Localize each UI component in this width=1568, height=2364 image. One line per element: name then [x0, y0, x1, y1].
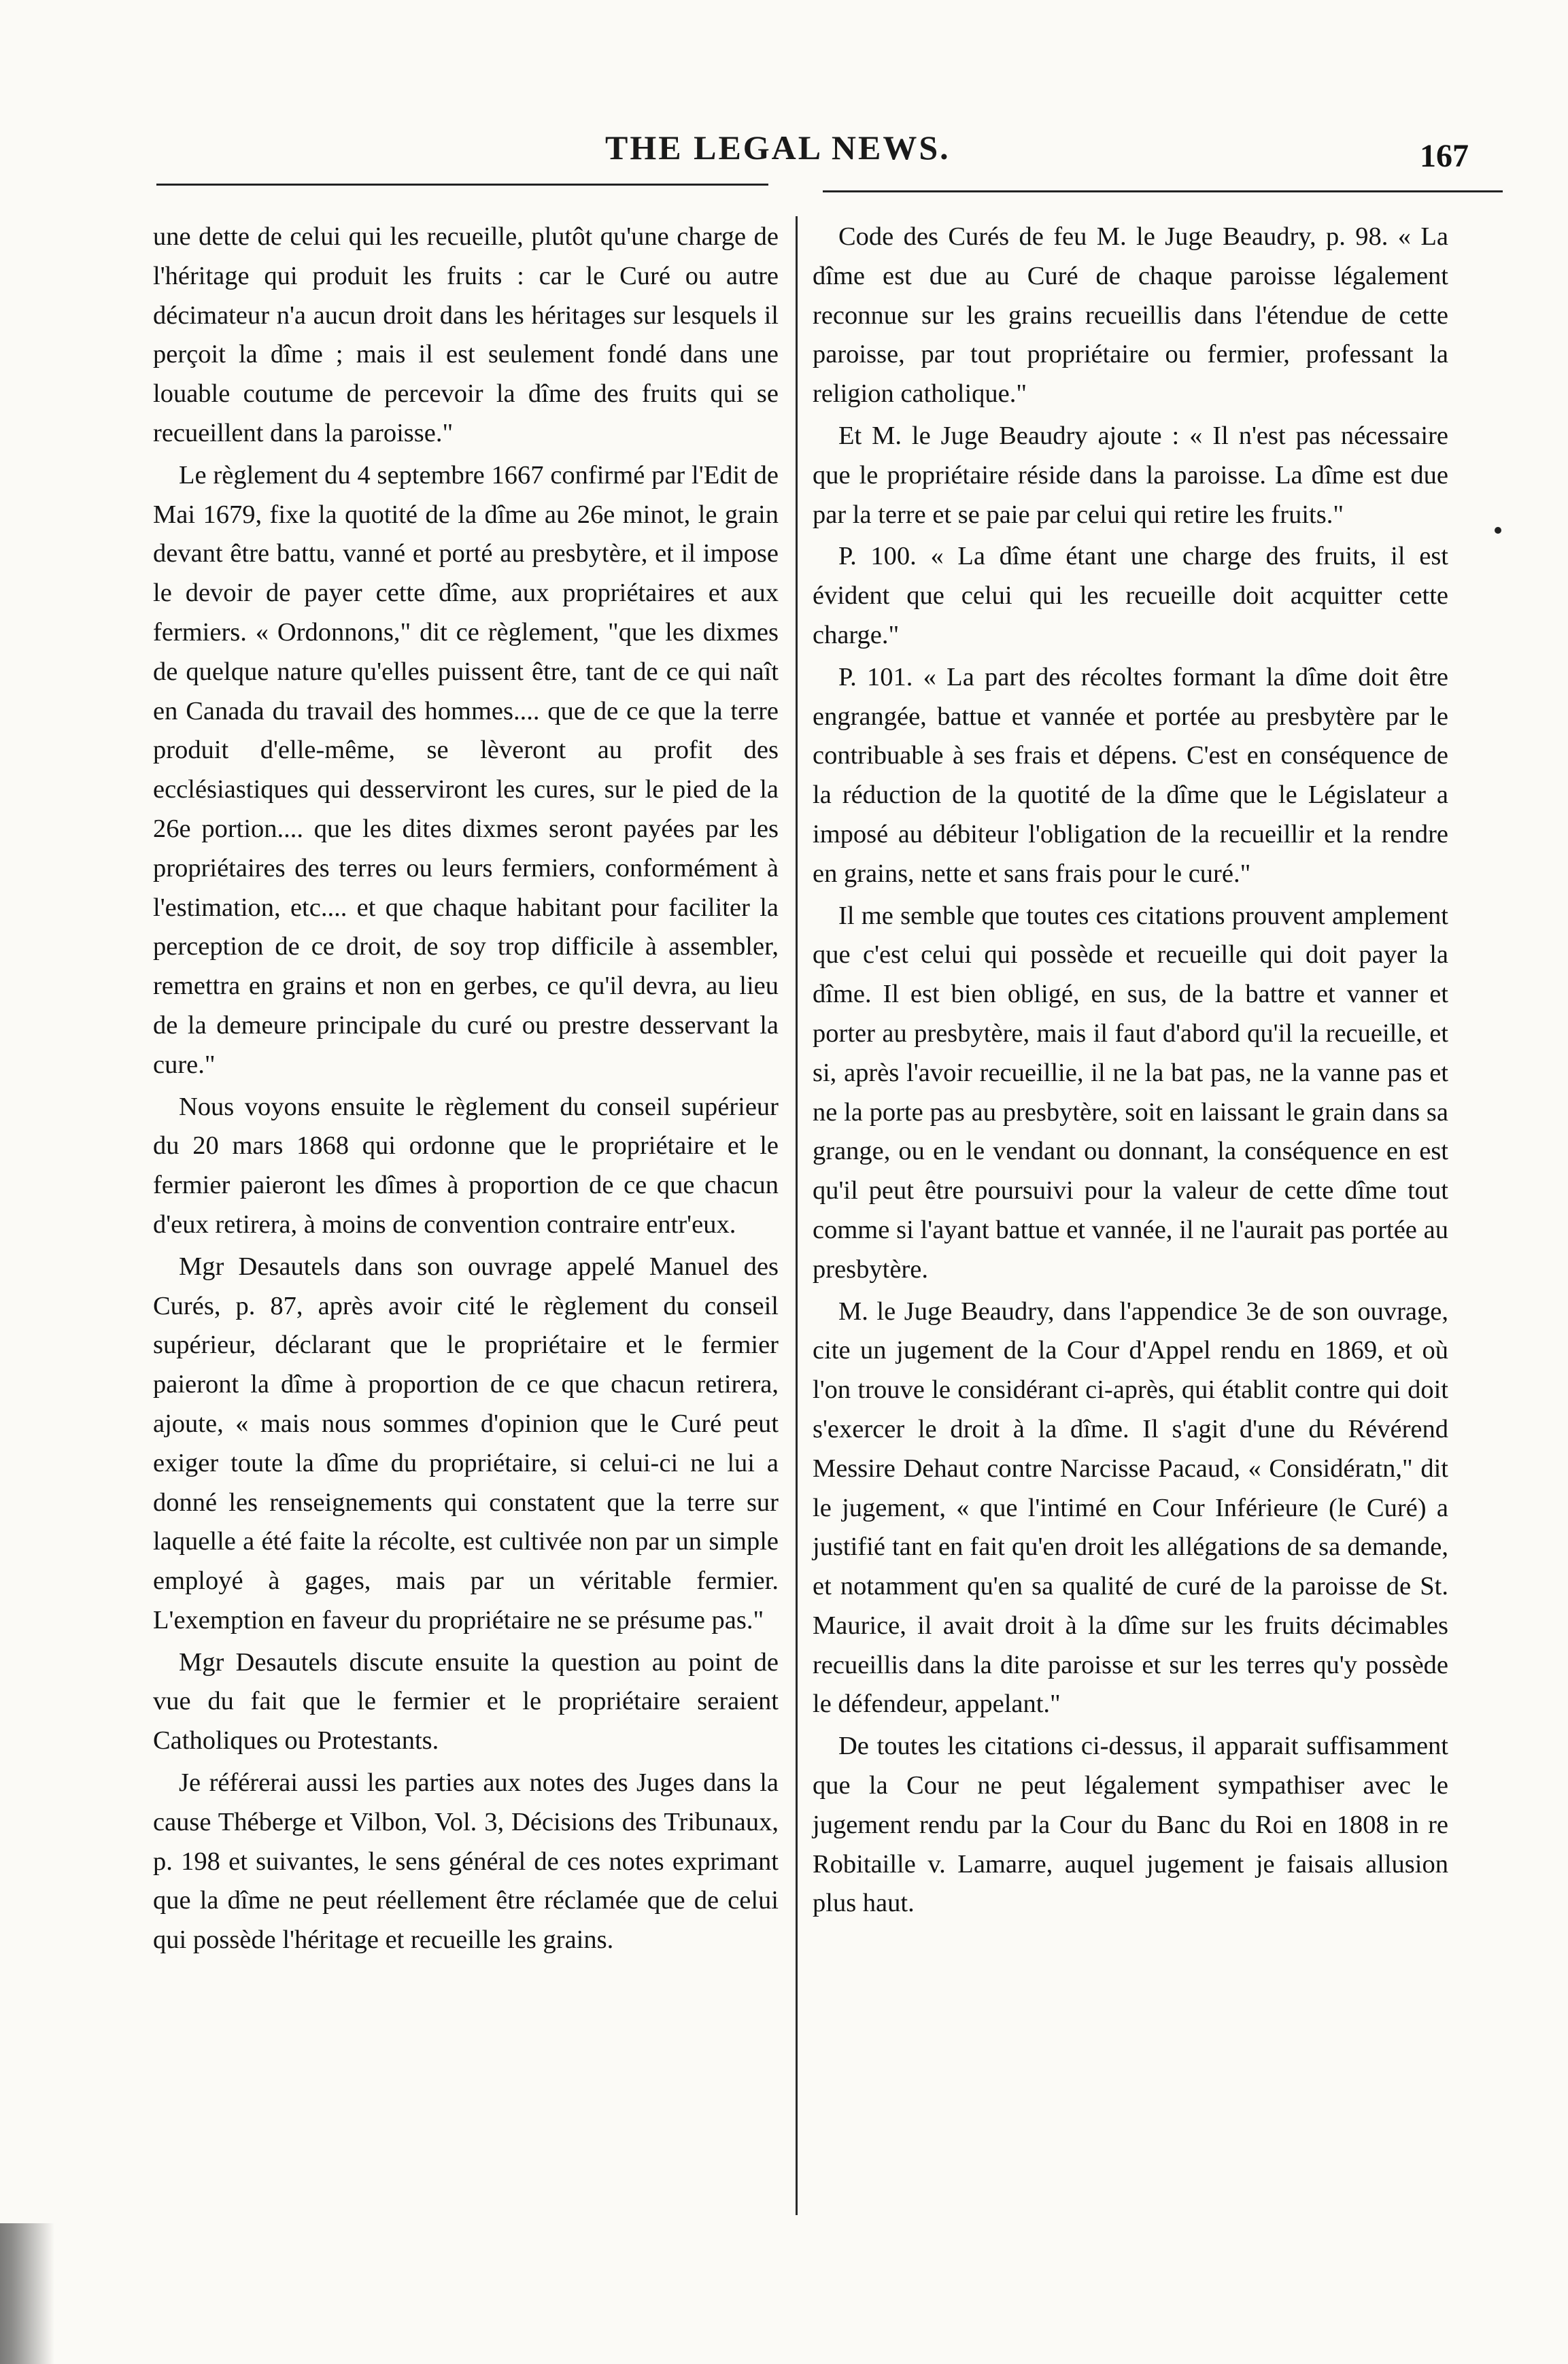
- header-rule-right: [823, 190, 1503, 192]
- left-column: [153, 218, 779, 1960]
- right-paragraph-2: Et M. le Juge Beaudry ajoute : « Il n'est pas nécessaire que le propriétaire réside dans la paroisse. La dîme est due par la terre et se paie par celui qui retire les fruits.": [813, 421, 1448, 529]
- page-number: 167: [1420, 138, 1469, 174]
- right-paragraph-6: M. le Juge Beaudry, dans l'appendice 3e de son ouvrage, cite un jugement de la Cour d'Appel rendu en 1869, et où l'on trouve le considérant ci-après, qui établit contre qui doit s'exercer le droit à la dîme. Il s'agit d'une du Révérend Messire Dehaut contre Narcisse Pacaud, « Considératn," dit le jugement, « que l'intimé en Cour Inférieure (le Curé) a justifié tant en fait qu'en droit les allégations de sa demande, et notamment qu'en sa qualité de curé de la paroisse de St. Maurice, il avait droit à la dîme sur les fruits décimables recueillis dans la dite paroisse et sur les terres qu'y possède le défendeur, appelant.": [813, 1297, 1448, 1719]
- left-paragraph-5: Mgr Desautels discute ensuite la question au point de vue du fait que le fermier et le propriétaire seraient Catholiques ou Protestants.: [153, 1647, 779, 1755]
- right-paragraph-3: P. 100. « La dîme étant une charge des fruits, il est évident que celui qui les recueille doit acquitter cette charge.": [813, 542, 1448, 649]
- left-paragraph-6: Je référerai aussi les parties aux notes des Juges dans la cause Théberge et Vilbon, Vol. 3, Décisions des Tribunaux, p. 198 et suivantes, le sens général de ces notes exprimant que la dîme ne peut réellement être réclamée que de celui qui possède l'héritage et recueille les grains.: [153, 1768, 779, 1955]
- column-divider: [796, 216, 798, 2215]
- page-header: [156, 122, 1469, 204]
- right-paragraph-1: Code des Curés de feu M. le Juge Beaudry, p. 98. « La dîme est due au Curé de chaque paroisse légalement reconnue sur les grains recueillis dans l'étendue de cette paroisse, par tout propriétaire ou fermier, professant la religion catholique.": [813, 222, 1448, 409]
- running-title: THE LEGAL NEWS.: [605, 129, 951, 167]
- right-paragraph-4: P. 101. « La part des récoltes formant la dîme doit être engrangée, battue et vannée et portée au presbytère par le contribuable à ses frais et dépens. C'est en conséquence de la réduction de la quotité de la dîme que le Législateur a imposé au débiteur l'obligation de la recueillir et la rendre en grains, nette et sans frais pour le curé.": [813, 662, 1448, 888]
- right-column: [813, 218, 1448, 1923]
- right-paragraph-5: Il me semble que toutes ces citations prouvent amplement que c'est celui qui possède et recueille qui doit payer la dîme. Il est bien obligé, en sus, de la battre et vanner et porter au presbytère, mais il faut d'abord qu'il la recueille, et si, après l'avoir recueillie, il ne la bat pas, ne la vanne pas et ne la porte pas au presbytère, soit en laissant le grain dans sa grange, ou en le vendant ou donnant, la conséquence en est qu'il peut être poursuivi pour la valeur de cette dîme tout comme si l'ayant battue et vannée, il ne l'aurait pas portée au presbytère.: [813, 901, 1448, 1284]
- left-paragraph-1: une dette de celui qui les recueille, plutôt qu'une charge de l'héritage qui produit les fruits : car le Curé ou autre décimateur n'a aucun droit dans les héritages sur lesquels il perçoit la dîme ; mais il est seulement fondé dans une louable coutume de percevoir la dîme des fruits qui se recueillent dans la paroisse.": [153, 222, 779, 447]
- left-paragraph-4: Mgr Desautels dans son ouvrage appelé Manuel des Curés, p. 87, après avoir cité le règlement du conseil supérieur, déclarant que le propriétaire et le fermier paieront la dîme à proportion de ce que chacun retirera, ajoute, « mais nous sommes d'opinion que le Curé peut exiger toute la dîme du propriétaire, si celui-ci ne lui a donné les renseignements qui constatent que la terre sur laquelle a été faite la récolte, est cultivée non par un simple employé à gages, mais par un véritable fermier. L'exemption en faveur du propriétaire ne se présume pas.": [153, 1252, 779, 1634]
- scan-edge-shadow: [0, 2223, 61, 2364]
- ink-speck: [1495, 527, 1501, 534]
- header-rule-left: [156, 184, 768, 186]
- right-paragraph-7: De toutes les citations ci-dessus, il apparait suffisamment que la Cour ne peut légalement sympathiser avec le jugement rendu par la Cour du Banc du Roi en 1808 in re Robitaille v. Lamarre, auquel jugement je faisais allusion plus haut.: [813, 1732, 1448, 1918]
- left-paragraph-3: Nous voyons ensuite le règlement du conseil supérieur du 20 mars 1868 qui ordonne que le propriétaire et le fermier paieront les dîmes à proportion de ce que chacun d'eux retirera, à moins de convention contraire entr'eux.: [153, 1092, 779, 1239]
- left-paragraph-2: Le règlement du 4 septembre 1667 confirmé par l'Edit de Mai 1679, fixe la quotité de la dîme au 26e minot, le grain devant être battu, vanné et porté au presbytère, et il impose le devoir de payer cette dîme, aux propriétaires et aux fermiers. « Ordonnons," dit ce règlement, "que les dixmes de quelque nature qu'elles puissent être, tant de ce qui naît en Canada du travail des hommes.... que de ce que la terre produit d'elle-même, se lèveront au profit des ecclésiastiques qui desserviront les cures, sur le pied de la 26e portion.... que les dites dixmes seront payées par les propriétaires des terres ou leurs fermiers, conformément à l'estimation, etc.... et que chaque habitant pour faciliter la perception de ce droit, de soy trop difficile à assembler, remettra en grains et non en gerbes, ce qu'il devra, au lieu de la demeure principale du curé ou prestre desservant la cure.": [153, 460, 779, 1079]
